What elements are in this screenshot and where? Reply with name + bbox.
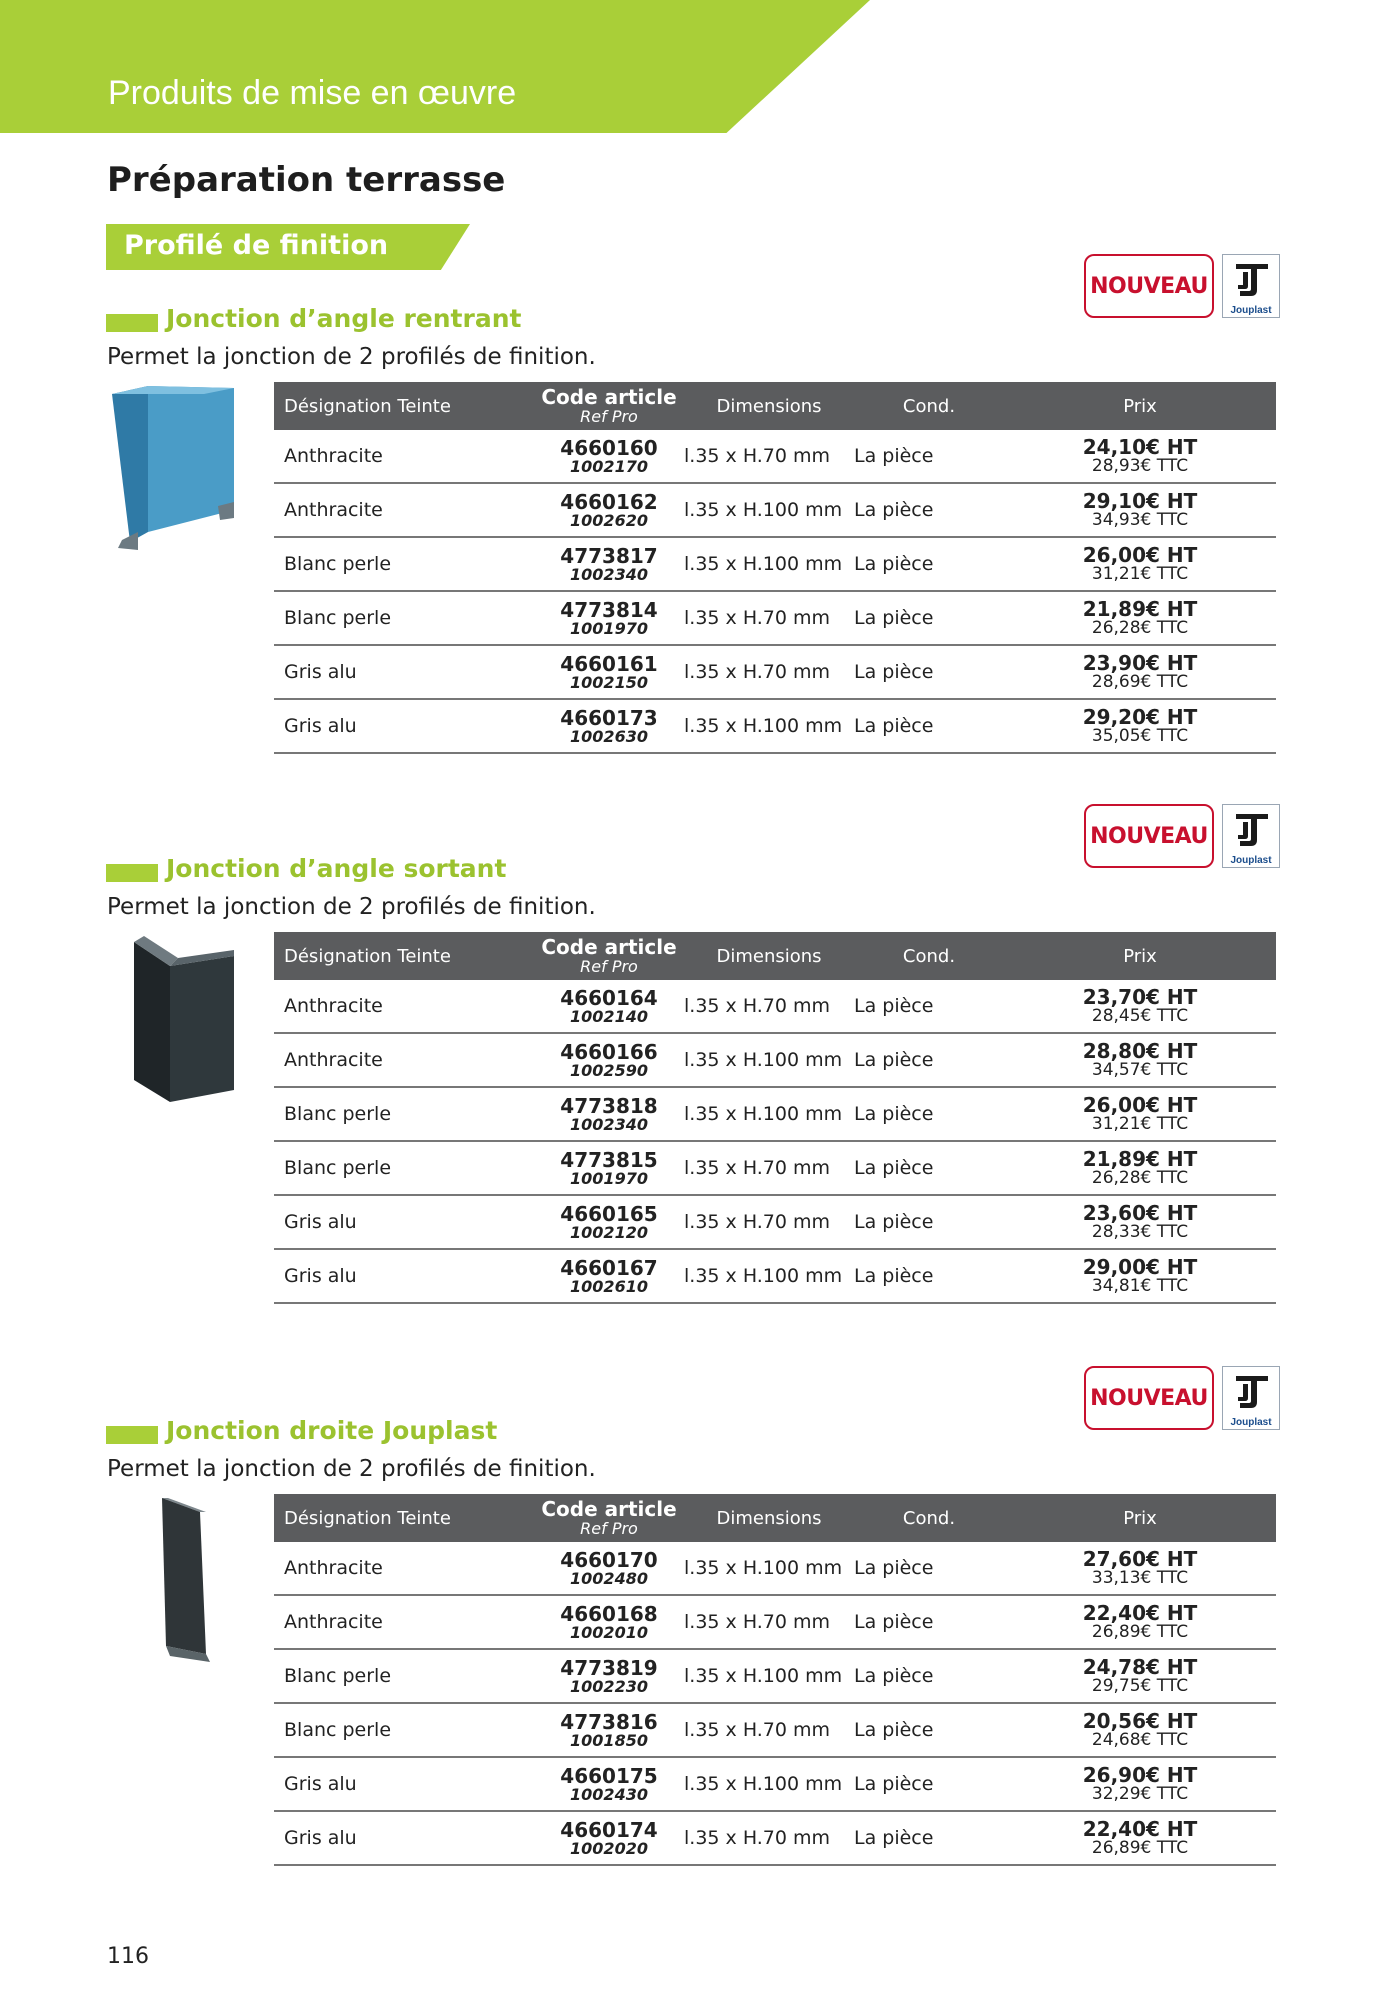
price-cell (1004, 1033, 1276, 1087)
price-ttc: 28,33€ TTC (1091, 1222, 1189, 1242)
col-ref-label: Ref Pro (580, 957, 638, 976)
col-dimensions: Dimensions (684, 932, 854, 980)
cond-cell: La pièce (854, 1595, 1004, 1649)
ref-pro: 1001970 (570, 1168, 648, 1188)
price-ttc: 28,45€ TTC (1091, 1006, 1189, 1026)
ref-pro: 1001850 (570, 1730, 648, 1750)
price-ht: 23,60€ HT (1082, 1201, 1198, 1225)
price-ttc: 34,57€ TTC (1091, 1060, 1189, 1080)
code-cell (534, 1249, 684, 1303)
code-cell (534, 1649, 684, 1703)
price-ttc: 26,28€ TTC (1091, 618, 1189, 638)
cond-cell: La pièce (854, 699, 1004, 753)
price-cell (1004, 1757, 1276, 1811)
price-ht: 24,10€ HT (1082, 435, 1198, 459)
price-ht: 26,00€ HT (1082, 543, 1198, 567)
section-title: Jonction d’angle rentrant (166, 304, 522, 333)
price-cell (1004, 1087, 1276, 1141)
ref-pro: 1001970 (570, 618, 648, 638)
price-ht: 29,00€ HT (1082, 1255, 1198, 1279)
cond-cell: La pièce (854, 537, 1004, 591)
table-row (274, 430, 1276, 483)
code-article: 4773819 (560, 1655, 658, 1680)
brand-name: Jouplast (1230, 1417, 1272, 1428)
price-ht: 20,56€ HT (1082, 1709, 1198, 1733)
section-jonction-angle-sortant (0, 823, 1391, 1342)
price-ht: 23,90€ HT (1082, 651, 1198, 675)
ref-pro: 1002480 (570, 1568, 648, 1588)
code-cell (534, 645, 684, 699)
teinte-cell: Gris alu (274, 1195, 534, 1249)
teinte-cell: Blanc perle (274, 1649, 534, 1703)
price-ttc: 34,93€ TTC (1091, 510, 1189, 530)
section-description: Permet la jonction de 2 profilés de finition. (107, 1456, 596, 1482)
code-cell (534, 537, 684, 591)
dimensions-cell: l.35 x H.70 mm (684, 1195, 854, 1249)
price-ht: 27,60€ HT (1082, 1547, 1198, 1571)
table-body (274, 430, 1276, 753)
product-table (274, 382, 1276, 754)
section-description: Permet la jonction de 2 profilés de finition. (107, 894, 596, 920)
dimensions-cell: l.35 x H.100 mm (684, 1542, 854, 1595)
dimensions-cell: l.35 x H.70 mm (684, 645, 854, 699)
brand-name: Jouplast (1230, 305, 1272, 316)
ref-pro: 1002630 (570, 726, 648, 746)
dimensions-cell: l.35 x H.100 mm (684, 483, 854, 537)
price-ht: 26,90€ HT (1082, 1763, 1198, 1787)
table-body (274, 980, 1276, 1303)
dimensions-cell: l.35 x H.70 mm (684, 430, 854, 483)
section-jonction-droite (0, 1385, 1391, 1904)
col-code (534, 1494, 684, 1542)
ref-pro: 1002170 (570, 456, 648, 476)
ref-pro: 1002150 (570, 672, 648, 692)
teinte-cell: Anthracite (274, 980, 534, 1033)
col-code-label: Code article (541, 935, 677, 959)
teinte-cell: Gris alu (274, 1757, 534, 1811)
table-row (274, 1703, 1276, 1757)
new-badge: NOUVEAU (1084, 804, 1214, 868)
price-cell (1004, 1811, 1276, 1865)
code-cell (534, 980, 684, 1033)
col-prix: Prix (1004, 1494, 1276, 1542)
price-cell (1004, 980, 1276, 1033)
ref-pro: 1002020 (570, 1838, 648, 1858)
table-row (274, 1649, 1276, 1703)
straight-joint-profile-icon (152, 1496, 222, 1666)
code-article: 4660160 (560, 435, 658, 460)
dimensions-cell: l.35 x H.70 mm (684, 980, 854, 1033)
price-ttc: 35,05€ TTC (1091, 726, 1189, 746)
col-dimensions: Dimensions (684, 1494, 854, 1542)
ref-pro: 1002120 (570, 1222, 648, 1242)
dimensions-cell: l.35 x H.70 mm (684, 1703, 854, 1757)
table-row (274, 1811, 1276, 1865)
price-ht: 29,10€ HT (1082, 489, 1198, 513)
corner-inner-profile-icon (108, 382, 238, 552)
price-ht: 24,78€ HT (1082, 1655, 1198, 1679)
table-row (274, 1757, 1276, 1811)
dimensions-cell: l.35 x H.70 mm (684, 1811, 854, 1865)
table-row (274, 699, 1276, 753)
code-article: 4660167 (560, 1255, 658, 1280)
teinte-cell: Blanc perle (274, 537, 534, 591)
section-title: Jonction droite Jouplast (166, 1416, 498, 1445)
cond-cell: La pièce (854, 1811, 1004, 1865)
code-cell (534, 699, 684, 753)
teinte-cell: Anthracite (274, 483, 534, 537)
col-code (534, 382, 684, 430)
table-row (274, 980, 1276, 1033)
price-cell (1004, 1703, 1276, 1757)
dimensions-cell: l.35 x H.70 mm (684, 1595, 854, 1649)
col-cond: Cond. (854, 932, 1004, 980)
page-number: 116 (107, 1944, 149, 1969)
dimensions-cell: l.35 x H.100 mm (684, 1649, 854, 1703)
table-row (274, 1249, 1276, 1303)
cond-cell: La pièce (854, 430, 1004, 483)
new-badge: NOUVEAU (1084, 1366, 1214, 1430)
teinte-cell: Gris alu (274, 699, 534, 753)
table-row (274, 1595, 1276, 1649)
cond-cell: La pièce (854, 1141, 1004, 1195)
price-cell (1004, 1249, 1276, 1303)
col-dimensions: Dimensions (684, 382, 854, 430)
section-jonction-angle-rentrant (0, 273, 1391, 792)
teinte-cell: Gris alu (274, 1249, 534, 1303)
price-ttc: 28,93€ TTC (1091, 456, 1189, 476)
teinte-cell: Blanc perle (274, 1703, 534, 1757)
price-cell (1004, 1595, 1276, 1649)
price-ht: 22,40€ HT (1082, 1601, 1198, 1625)
ref-pro: 1002140 (570, 1006, 648, 1026)
price-cell (1004, 430, 1276, 483)
product-table (274, 932, 1276, 1304)
table-header (274, 932, 1276, 980)
ref-pro: 1002340 (570, 564, 648, 584)
table-row (274, 1087, 1276, 1141)
ref-pro: 1002430 (570, 1784, 648, 1804)
ref-pro: 1002340 (570, 1114, 648, 1134)
jouplast-logo-icon (1222, 1366, 1280, 1430)
dimensions-cell: l.35 x H.100 mm (684, 1033, 854, 1087)
code-article: 4773815 (560, 1147, 658, 1172)
dimensions-cell: l.35 x H.70 mm (684, 1141, 854, 1195)
table-row (274, 1033, 1276, 1087)
price-ht: 21,89€ HT (1082, 1147, 1198, 1171)
code-article: 4660173 (560, 705, 658, 730)
code-article: 4660162 (560, 489, 658, 514)
price-cell (1004, 1195, 1276, 1249)
section-marker (106, 1426, 158, 1444)
code-cell (534, 1542, 684, 1595)
code-cell (534, 1757, 684, 1811)
cond-cell: La pièce (854, 1249, 1004, 1303)
teinte-cell: Anthracite (274, 1595, 534, 1649)
dimensions-cell: l.35 x H.100 mm (684, 1757, 854, 1811)
code-cell (534, 483, 684, 537)
cond-cell: La pièce (854, 1542, 1004, 1595)
cond-cell: La pièce (854, 980, 1004, 1033)
code-cell (534, 1811, 684, 1865)
table-row (274, 537, 1276, 591)
code-article: 4660170 (560, 1547, 658, 1572)
col-prix: Prix (1004, 382, 1276, 430)
brand-name: Jouplast (1230, 855, 1272, 866)
price-ttc: 32,29€ TTC (1091, 1784, 1189, 1804)
table-body (274, 1542, 1276, 1865)
code-article: 4773814 (560, 597, 658, 622)
cond-cell: La pièce (854, 1757, 1004, 1811)
price-ht: 22,40€ HT (1082, 1817, 1198, 1841)
ref-pro: 1002590 (570, 1060, 648, 1080)
col-ref-label: Ref Pro (580, 1519, 638, 1538)
code-cell (534, 1033, 684, 1087)
table-row (274, 1542, 1276, 1595)
price-ht: 28,80€ HT (1082, 1039, 1198, 1063)
section-title: Jonction d’angle sortant (166, 854, 507, 883)
code-article: 4773818 (560, 1093, 658, 1118)
price-ttc: 24,68€ TTC (1091, 1730, 1189, 1750)
code-article: 4660174 (560, 1817, 658, 1842)
code-article: 4660165 (560, 1201, 658, 1226)
teinte-cell: Blanc perle (274, 591, 534, 645)
table-row (274, 483, 1276, 537)
code-cell (534, 1087, 684, 1141)
code-cell (534, 591, 684, 645)
cond-cell: La pièce (854, 1195, 1004, 1249)
cond-cell: La pièce (854, 1703, 1004, 1757)
ref-pro: 1002620 (570, 510, 648, 530)
table-row (274, 1195, 1276, 1249)
col-ref-label: Ref Pro (580, 407, 638, 426)
code-cell (534, 1141, 684, 1195)
code-article: 4773816 (560, 1709, 658, 1734)
teinte-cell: Blanc perle (274, 1087, 534, 1141)
code-article: 4660175 (560, 1763, 658, 1788)
price-cell (1004, 1141, 1276, 1195)
header-banner (0, 0, 870, 133)
price-ttc: 29,75€ TTC (1091, 1676, 1189, 1696)
corner-outer-profile-icon (130, 934, 240, 1104)
teinte-cell: Gris alu (274, 1811, 534, 1865)
code-article: 4660166 (560, 1039, 658, 1064)
table-header (274, 382, 1276, 430)
dimensions-cell: l.35 x H.100 mm (684, 1249, 854, 1303)
ref-pro: 1002010 (570, 1622, 648, 1642)
cond-cell: La pièce (854, 1087, 1004, 1141)
product-table (274, 1494, 1276, 1866)
page-title: Préparation terrasse (107, 160, 506, 200)
price-ttc: 31,21€ TTC (1091, 564, 1189, 584)
col-prix: Prix (1004, 932, 1276, 980)
col-code-label: Code article (541, 385, 677, 409)
teinte-cell: Anthracite (274, 1033, 534, 1087)
col-cond: Cond. (854, 382, 1004, 430)
cond-cell: La pièce (854, 483, 1004, 537)
table-header (274, 1494, 1276, 1542)
teinte-cell: Anthracite (274, 1542, 534, 1595)
price-ttc: 31,21€ TTC (1091, 1114, 1189, 1134)
code-article: 4660164 (560, 985, 658, 1010)
table-row (274, 645, 1276, 699)
col-cond: Cond. (854, 1494, 1004, 1542)
teinte-cell: Anthracite (274, 430, 534, 483)
price-ht: 23,70€ HT (1082, 985, 1198, 1009)
code-article: 4660168 (560, 1601, 658, 1626)
dimensions-cell: l.35 x H.100 mm (684, 537, 854, 591)
section-marker (106, 864, 158, 882)
price-ttc: 26,28€ TTC (1091, 1168, 1189, 1188)
dimensions-cell: l.35 x H.70 mm (684, 591, 854, 645)
code-article: 4773817 (560, 543, 658, 568)
section-marker (106, 314, 158, 332)
ref-pro: 1002610 (570, 1276, 648, 1296)
jouplast-logo-icon (1222, 254, 1280, 318)
price-ttc: 26,89€ TTC (1091, 1838, 1189, 1858)
price-ht: 29,20€ HT (1082, 705, 1198, 729)
dimensions-cell: l.35 x H.100 mm (684, 699, 854, 753)
price-cell (1004, 537, 1276, 591)
dimensions-cell: l.35 x H.100 mm (684, 1087, 854, 1141)
price-cell (1004, 699, 1276, 753)
subtitle: Profilé de finition (124, 230, 389, 261)
table-row (274, 1141, 1276, 1195)
jouplast-logo-icon (1222, 804, 1280, 868)
price-ttc: 26,89€ TTC (1091, 1622, 1189, 1642)
ref-pro: 1002230 (570, 1676, 648, 1696)
code-cell (534, 430, 684, 483)
price-cell (1004, 483, 1276, 537)
section-description: Permet la jonction de 2 profilés de finition. (107, 344, 596, 370)
cond-cell: La pièce (854, 1033, 1004, 1087)
banner-title: Produits de mise en œuvre (108, 74, 517, 112)
price-ht: 21,89€ HT (1082, 597, 1198, 621)
code-article: 4660161 (560, 651, 658, 676)
teinte-cell: Blanc perle (274, 1141, 534, 1195)
col-designation: Désignation Teinte (274, 382, 534, 430)
code-cell (534, 1595, 684, 1649)
col-code-label: Code article (541, 1497, 677, 1521)
col-designation: Désignation Teinte (274, 1494, 534, 1542)
new-badge: NOUVEAU (1084, 254, 1214, 318)
col-code (534, 932, 684, 980)
price-cell (1004, 1542, 1276, 1595)
price-cell (1004, 645, 1276, 699)
col-designation: Désignation Teinte (274, 932, 534, 980)
cond-cell: La pièce (854, 1649, 1004, 1703)
price-ht: 26,00€ HT (1082, 1093, 1198, 1117)
code-cell (534, 1703, 684, 1757)
price-ttc: 33,13€ TTC (1091, 1568, 1189, 1588)
price-ttc: 28,69€ TTC (1091, 672, 1189, 692)
table-row (274, 591, 1276, 645)
price-cell (1004, 1649, 1276, 1703)
code-cell (534, 1195, 684, 1249)
cond-cell: La pièce (854, 591, 1004, 645)
price-ttc: 34,81€ TTC (1091, 1276, 1189, 1296)
teinte-cell: Gris alu (274, 645, 534, 699)
price-cell (1004, 591, 1276, 645)
cond-cell: La pièce (854, 645, 1004, 699)
